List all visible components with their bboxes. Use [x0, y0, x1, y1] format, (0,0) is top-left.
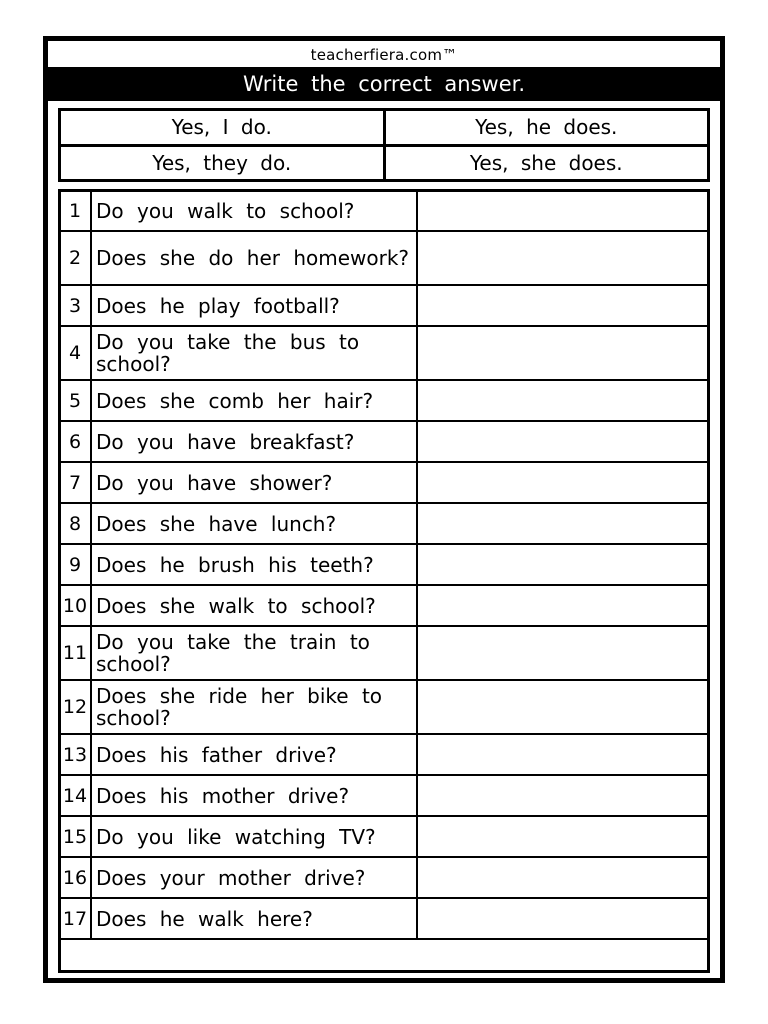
answer-cell[interactable]: [417, 680, 709, 734]
question-number: 16: [59, 857, 91, 898]
word-bank-row: [60, 110, 709, 146]
question-number: 3: [59, 285, 91, 326]
answer-cell[interactable]: [417, 462, 709, 503]
question-row: [59, 775, 709, 816]
question-row: [59, 380, 709, 421]
answer-cell[interactable]: [417, 775, 709, 816]
question-row: [59, 544, 709, 585]
question-text: Does she comb her hair?: [91, 380, 417, 421]
question-text: Do you walk to school?: [91, 190, 417, 231]
question-row: [59, 898, 709, 939]
answer-cell[interactable]: [417, 585, 709, 626]
question-row: [59, 503, 709, 544]
question-number: 5: [59, 380, 91, 421]
question-row: [59, 680, 709, 734]
question-text: Does his father drive?: [91, 734, 417, 775]
question-row: [59, 421, 709, 462]
question-number: 8: [59, 503, 91, 544]
question-number: 13: [59, 734, 91, 775]
question-row: [59, 462, 709, 503]
question-text: Does she ride her bike to school?: [91, 680, 417, 734]
question-text: Do you take the bus to school?: [91, 326, 417, 380]
question-text: Does she walk to school?: [91, 585, 417, 626]
word-bank-row: [60, 145, 709, 181]
question-number: 2: [59, 231, 91, 285]
question-number: 14: [59, 775, 91, 816]
question-number: 6: [59, 421, 91, 462]
word-bank-option: Yes, I do.: [60, 110, 385, 146]
site-credit: teacherfiera.com™: [310, 46, 458, 64]
question-row: [59, 816, 709, 857]
word-bank-option: Yes, she does.: [384, 145, 709, 181]
word-bank: [58, 108, 710, 182]
answer-cell[interactable]: [417, 816, 709, 857]
question-row: [59, 626, 709, 680]
question-number: 1: [59, 190, 91, 231]
question-row: [59, 734, 709, 775]
question-text: Do you like watching TV?: [91, 816, 417, 857]
answer-cell[interactable]: [417, 503, 709, 544]
question-text: Does his mother drive?: [91, 775, 417, 816]
answer-cell[interactable]: [417, 626, 709, 680]
answer-cell[interactable]: [417, 898, 709, 939]
question-text: Do you have breakfast?: [91, 421, 417, 462]
question-row: [59, 326, 709, 380]
question-text: Does he walk here?: [91, 898, 417, 939]
question-text: Do you take the train to school?: [91, 626, 417, 680]
word-bank-option: Yes, he does.: [384, 110, 709, 146]
questions-table: [58, 189, 710, 940]
worksheet: [43, 36, 725, 983]
answer-cell[interactable]: [417, 421, 709, 462]
question-text: Does she have lunch?: [91, 503, 417, 544]
word-bank-option: Yes, they do.: [60, 145, 385, 181]
answer-cell[interactable]: [417, 326, 709, 380]
question-text: Do you have shower?: [91, 462, 417, 503]
question-row: [59, 190, 709, 231]
answer-cell[interactable]: [417, 734, 709, 775]
question-row: [59, 857, 709, 898]
question-number: 17: [59, 898, 91, 939]
question-row: [59, 285, 709, 326]
answer-cell[interactable]: [417, 231, 709, 285]
question-text: Does he play football?: [91, 285, 417, 326]
question-number: 15: [59, 816, 91, 857]
answer-cell[interactable]: [417, 857, 709, 898]
question-text: Does she do her homework?: [91, 231, 417, 285]
answer-cell[interactable]: [417, 190, 709, 231]
question-number: 12: [59, 680, 91, 734]
question-text: Does your mother drive?: [91, 857, 417, 898]
question-number: 9: [59, 544, 91, 585]
question-number: 11: [59, 626, 91, 680]
question-number: 7: [59, 462, 91, 503]
answer-cell[interactable]: [417, 285, 709, 326]
question-number: 4: [59, 326, 91, 380]
question-text: Does he brush his teeth?: [91, 544, 417, 585]
question-row: [59, 585, 709, 626]
instruction-title: Write the correct answer.: [48, 67, 720, 101]
answer-cell[interactable]: [417, 380, 709, 421]
answer-cell[interactable]: [417, 544, 709, 585]
question-number: 10: [59, 585, 91, 626]
question-row: [59, 231, 709, 285]
